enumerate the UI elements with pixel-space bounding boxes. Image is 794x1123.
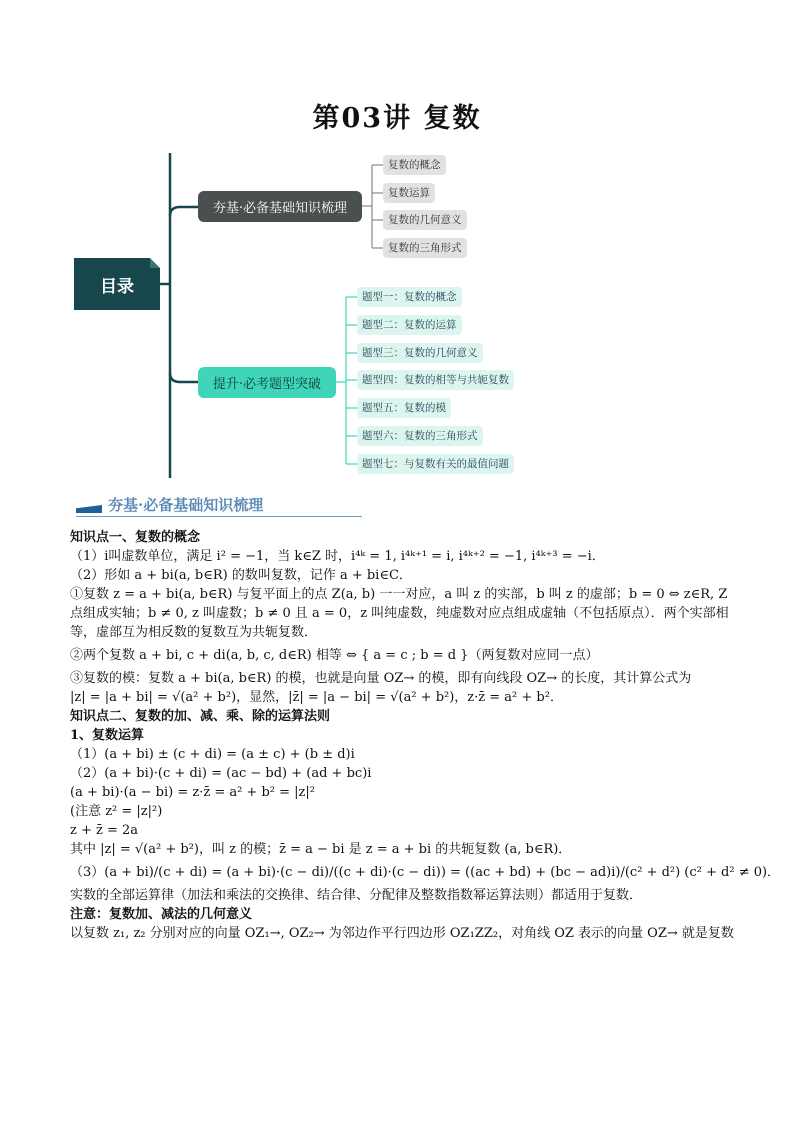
section-heading xyxy=(76,494,362,517)
formula-line: （1）(a + bi) ± (c + di) = (a ± c) + (b ± d)i xyxy=(70,747,355,762)
formula-line: (注意 z² = |z|²) xyxy=(70,804,163,819)
text-line: ②两个复数 a + bi, c + di(a, b, c, d∈R) 相等 ⇔ { a = c ; b = d }（两复数对应同一点） xyxy=(70,648,599,663)
text-line: ③复数的模：复数 a + bi(a, b∈R) 的模，也就是向量 OZ→ 的模，即有向线段 OZ→ 的长度，其计算公式为 xyxy=(70,671,692,686)
text-line: 以复数 z₁, z₂ 分别对应的向量 OZ₁→, OZ₂→ 为邻边作平行四边形 OZ₁ZZ₂，对角线 OZ 表示的向量 OZ→ 就是复数 xyxy=(70,926,734,941)
section-heading-text: 夯基·必备基础知识梳理 xyxy=(108,496,264,514)
lecture-body xyxy=(70,528,781,943)
text-line: （2）形如 a + bi(a, b∈R) 的数叫复数，记作 a + bi∈C． xyxy=(70,568,412,583)
note-heading: 注意：复数加、减法的几何意义 xyxy=(70,907,253,922)
subsection-heading: 1、复数运算 xyxy=(70,728,145,743)
knowledge-point-2-heading: 知识点二、复数的加、减、乘、除的运算法则 xyxy=(70,709,331,724)
mindmap-leaf: 复数的概念 xyxy=(383,155,446,175)
text-line: （1）i叫虚数单位，满足 i² = −1，当 k∈Z 时，i⁴ᵏ = 1, i⁴ᵏ⁺¹ = i, i⁴ᵏ⁺² = −1, i⁴ᵏ⁺³ = −i． xyxy=(70,549,605,564)
text-line: 其中 |z| = √(a² + b²)，叫 z 的模；z̄ = a − bi 是 z = a + bi 的共轭复数 (a, b∈R)． xyxy=(70,842,572,857)
mindmap-root: 目录 xyxy=(74,258,160,310)
mindmap-leaf: 题型二：复数的运算 xyxy=(357,315,462,335)
mindmap-leaf: 题型三：复数的几何意义 xyxy=(357,343,483,363)
mindmap-branch-problems: 提升·必考题型突破 xyxy=(198,367,336,398)
page-title: 第03讲 复数 xyxy=(312,103,482,134)
formula-line: （2）(a + bi)·(c + di) = (ac − bd) + (ad + bc)i xyxy=(70,766,372,781)
formula-line: （3）(a + bi)/(c + di) = (a + bi)·(c − di)/((c + di)·(c − di)) = ((ac + bd) + (bc − ad)i)/(c² + d²) (c² + d² ≠ 0)． xyxy=(70,865,781,880)
mindmap-leaf: 题型一：复数的概念 xyxy=(357,287,462,307)
text-line: 实数的全部运算律（加法和乘法的交换律、结合律、分配律及整数指数幂运算法则）都适用于复数． xyxy=(70,888,643,903)
knowledge-point-1-heading: 知识点一、复数的概念 xyxy=(70,530,201,545)
mindmap-leaf: 题型六：复数的三角形式 xyxy=(357,426,483,446)
mindmap-leaf: 复数运算 xyxy=(383,183,435,203)
mindmap-leaf: 题型五：复数的模 xyxy=(357,398,451,418)
mindmap-leaf: 题型七：与复数有关的最值问题 xyxy=(357,454,514,474)
section-heading-bar xyxy=(76,505,102,513)
mind-map xyxy=(0,0,794,490)
mindmap-branch-basics: 夯基·必备基础知识梳理 xyxy=(198,191,362,222)
mindmap-leaf: 复数的三角形式 xyxy=(383,238,467,258)
formula-line: (a + bi)·(a − bi) = z·z̄ = a² + b² = |z|² xyxy=(70,785,315,800)
mindmap-leaf: 复数的几何意义 xyxy=(383,210,467,230)
text-paragraph: ①复数 z = a + bi(a, b∈R) 与复平面上的点 Z(a, b) 一一对应，a 叫 z 的实部，b 叫 z 的虚部；b = 0 ⇔ z∈R, Z 点组成实轴；b ≠ 0, z 叫虚数；b ≠ 0 且 a = 0，z 叫纯虚数，纯虚数对应点组成虚轴（不包括原点）．两个实部相等，虚部互为相反数的复数互为共轭复数． xyxy=(70,587,729,640)
mindmap-leaf: 题型四：复数的相等与共轭复数 xyxy=(357,370,514,390)
text-line: |z| = |a + bi| = √(a² + b²)，显然，|z̄| = |a − bi| = √(a² + b²)，z·z̄ = a² + b²． xyxy=(70,690,563,705)
formula-line: z + z̄ = 2a xyxy=(70,823,139,838)
